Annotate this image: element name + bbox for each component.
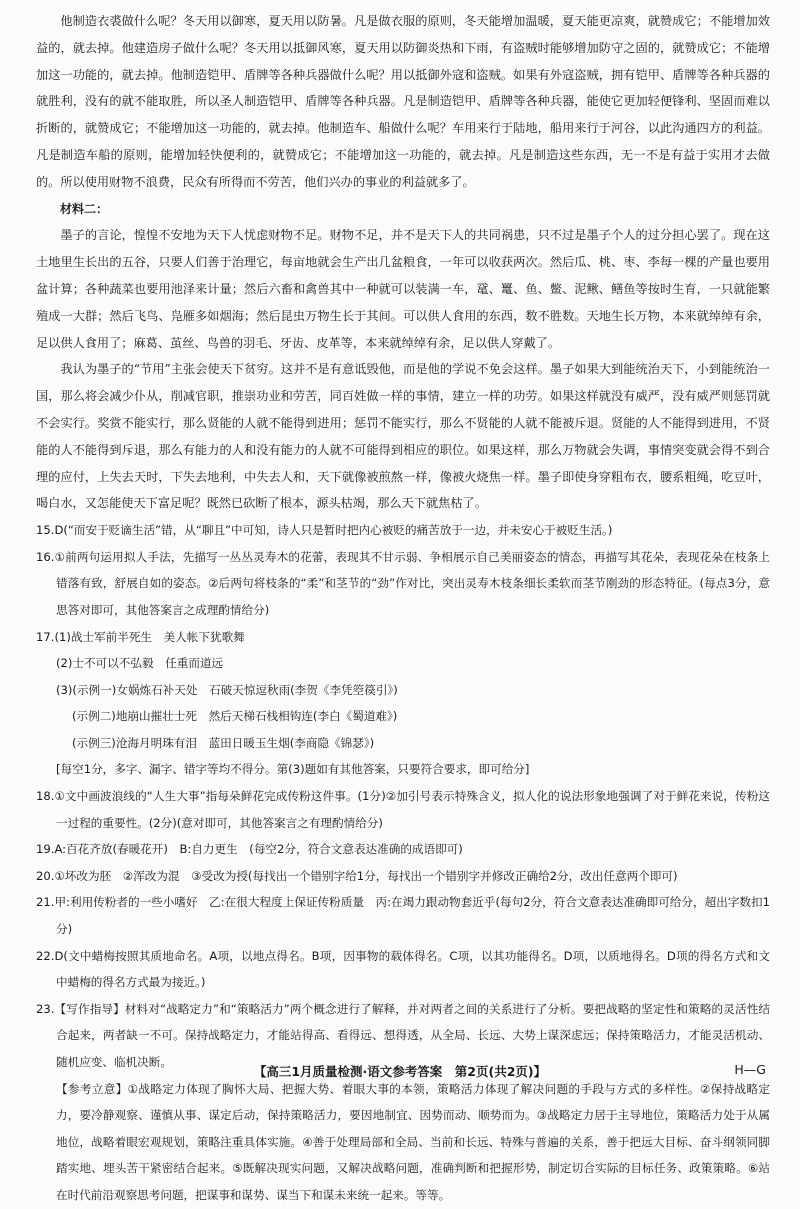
page-footer	[0, 1062, 800, 1086]
answer-15: 15.D(“而安于贬谪生活”错，从“聊且”中可知，诗人只是暂时把内心被贬的痛苦放于一边，并未安心于被贬生活。)	[36, 523, 613, 538]
material2-heading: 材料二：	[60, 201, 109, 216]
material1-paragraph: 他制造衣裘做什么呢？冬天用以御寒，夏天用以防暑。凡是做衣服的原则，冬天能增加温暖，夏天能更凉爽，就赞成它；不能增加效益的，就去掉。他建造房子做什么呢？冬天用以抵御风寒，夏天用以防御炎热和下雨，有盗贼时能够增加防守之固的，就赞成它；不能增加这一功能的，就去掉。他制造铠甲、盾牌等各种兵器做什么呢？用以抵御外寇和盗贼。如果有外寇盗贼，拥有铠甲、盾牌等各种兵器的就胜利，没有的就不能取胜，所以圣人制造铠甲、盾牌等各种兵器。凡是制造铠甲、盾牌等各种兵器，能使它更加轻便锋利、坚固而难以折断的，就赞成它；不能增加这一功能的，就去掉。他制造车、船做什么呢？车用来行于陆地，船用来行于河谷，以此沟通四方的利益。凡是制造车船的原则，能增加轻快便利的，就赞成它；不能增加这一功能的，就去掉。凡是制造这些东西，无一不是有益于实用才去做的。所以使用财物不浪费，民众有所得而不劳苦，他们兴办的事业的利益就多了。	[36, 14, 770, 189]
answer-17-2: (2)士不可以不弘毅 任重而道远	[56, 656, 224, 671]
answer-20: 20.①坏改为胚 ②浑改为混 ③受改为授(每找出一个错别字给1分，每找出一个错别字并修改正确给2分，改出任意两个即可)	[36, 868, 678, 883]
answer-17-3-example-2: (示例二)地崩山摧壮士死 然后天梯石栈相钩连(李白《蜀道难》)	[72, 709, 398, 724]
footer-title: 【高三1月质量检测·语文参考答案 第2页(共2页)】	[253, 1064, 547, 1079]
answer-18: 18.①文中画波浪线的“人生大事”指每朵鲜花完成传粉这件事。(1分)②加引号表示特殊含义，拟人化的说法形象地强调了对于鲜花来说，传粉这一过程的重要性。(2分)(意对即可，其他答案言之有理酌情给分)	[36, 789, 770, 830]
answer-22: 22.D(文中蜡梅按照其质地命名。A项，以地点得名。B项，因事物的载体得名。C项，以其功能得名。D项，以质地得名。D项的得名方式和文中蜡梅的得名方式最为接近。)	[36, 948, 770, 990]
page-content	[36, 8, 770, 1209]
answer-19: 19.A:百花齐放(春暖花开) B:自力更生 (每空2分，符合文意表达准确的成语即可)	[36, 842, 463, 857]
material2-paragraph-1: 墨子的言论，惶惶不安地为天下人忧虑财物不足。财物不足，并不是天下人的共同祸患，只不过是墨子个人的过分担心罢了。现在这土地里生长出的五谷，只要人们善于治理它，每亩地就会生产出几盆粮食，一年可以收获两次。然后瓜、桃、枣、李每一棵的产量也要用盆计算；各种蔬菜也要用池泽来计量；然后六畜和禽兽其中一种就可以装满一车，鼋、鼍、鱼、鳖、泥鳅、鳝鱼等按时生育，一只就能繁殖成一大群；然后飞鸟、凫雁多如烟海；然后昆虫万物生长于其间。可以供人食用的东西，数不胜数。天地生长万物，本来就绰绰有余，足以供人食用了；麻葛、茧丝、鸟兽的羽毛、牙齿、皮革等，本来就绰绰有余，足以供人穿戴了。	[36, 228, 770, 350]
answer-17-3-example-1: (3)(示例一)女娲炼石补天处 石破天惊逗秋雨(李贺《李凭箜篌引》)	[56, 682, 398, 697]
answer-17-scoring-note: [每空1分，多字、漏字、错字等均不得分。第(3)题如有其他答案，只要符合要求，即可给分]	[56, 762, 530, 777]
material2-paragraph-2: 我认为墨子的“节用”主张会使天下贫穷。这并不是有意诋毁他，而是他的学说不免会这样。墨子如果大到能统治天下，小到能统治一国，那么将会减少仆从，削减官职，推崇功业和劳苦，同百姓做一样的事情，建立一样的功劳。如果这样就没有威严，没有威严则惩罚就不会实行。奖赏不能实行，那么贤能的人就不能得到进用；惩罚不能实行，那么不贤能的人就不能被斥退。贤能的人不能得到进用，不贤能的人不能得到斥退，那么有能力的人和没有能力的人就不可能得到相应的职位。如果这样，那么万物就会失调，事情突变就会得不到合理的应付，上失去天时，下失去地利，中失去人和，天下就像被煎熬一样，像被火烧焦一样。墨子即使身穿粗布衣，腰系粗绳，吃豆叶，喝白水，又怎能使天下富足呢？既然已砍断了根本，源头枯竭，那么天下就焦枯了。	[36, 362, 770, 511]
answer-23-reference-ideas: 【参考立意】①战略定力体现了胸怀大局、把握大势、着眼大事的本领，策略活力体现了解决问题的手段与方式的多样性。②保持战略定力，要冷静观察、谨慎从事、谋定后动，保持策略活力，要因地制宜、因势而动、顺势而为。③战略定力居于主导地位，策略活力处于从属地位，战略着眼宏观规划，策略注重具体实施。④善于处理局部和全局、当前和长远、特殊与普遍的关系，善于把远大目标、奋斗纲领同脚踏实地、埋头苦干紧密结合起来。⑤既解决现实问题，又解决战略问题，准确判断和把握形势，制定切合实际的目标任务、政策策略。⑥站在时代前沿观察思考问题，把谋事和谋势、谋当下和谋未来统一起来。等等。	[56, 1081, 770, 1202]
answer-17-1: 17.(1)战士军前半死生 美人帐下犹歌舞	[36, 629, 245, 644]
footer-code: H—G	[734, 1062, 766, 1077]
answer-21: 21.甲:利用传粉者的一些小嗜好 乙:在很大程度上保证传粉质量 丙:在竭力跟动物套近乎(每句2分，符合文意表达准确即可给分，超出字数扣1分)	[36, 895, 770, 937]
answer-23-writing-guide: 23.【写作指导】材料对“战略定力”和“策略活力”两个概念进行了解释，并对两者之间的关系进行了分析。要把战略的坚定性和策略的灵活性结合起来，两者缺一不可。保持战略定力，才能站得高、看得远、想得透，从全局、长远、大势上谋深虑远；保持策略活力，才能灵活机动、随机应变、临机决断。	[36, 1001, 770, 1070]
answer-16: 16.①前两句运用拟人手法，先描写一丛丛灵寿木的花蕾，表现其不甘示弱、争相展示自己美丽姿态的情态，再描写其花朵，表现花朵在枝条上错落有致，舒展自如的姿态。②后两句将枝条的“柔”和茎节的“劲”作对比，突出灵寿木枝条细长柔软而茎节刚劲的形态特征。(每点3分，意思答对即可，其他答案言之成理酌情给分)	[36, 549, 770, 617]
answer-17-3-example-3: (示例三)沧海月明珠有泪 蓝田日暖玉生烟(李商隐《锦瑟》)	[72, 735, 375, 750]
